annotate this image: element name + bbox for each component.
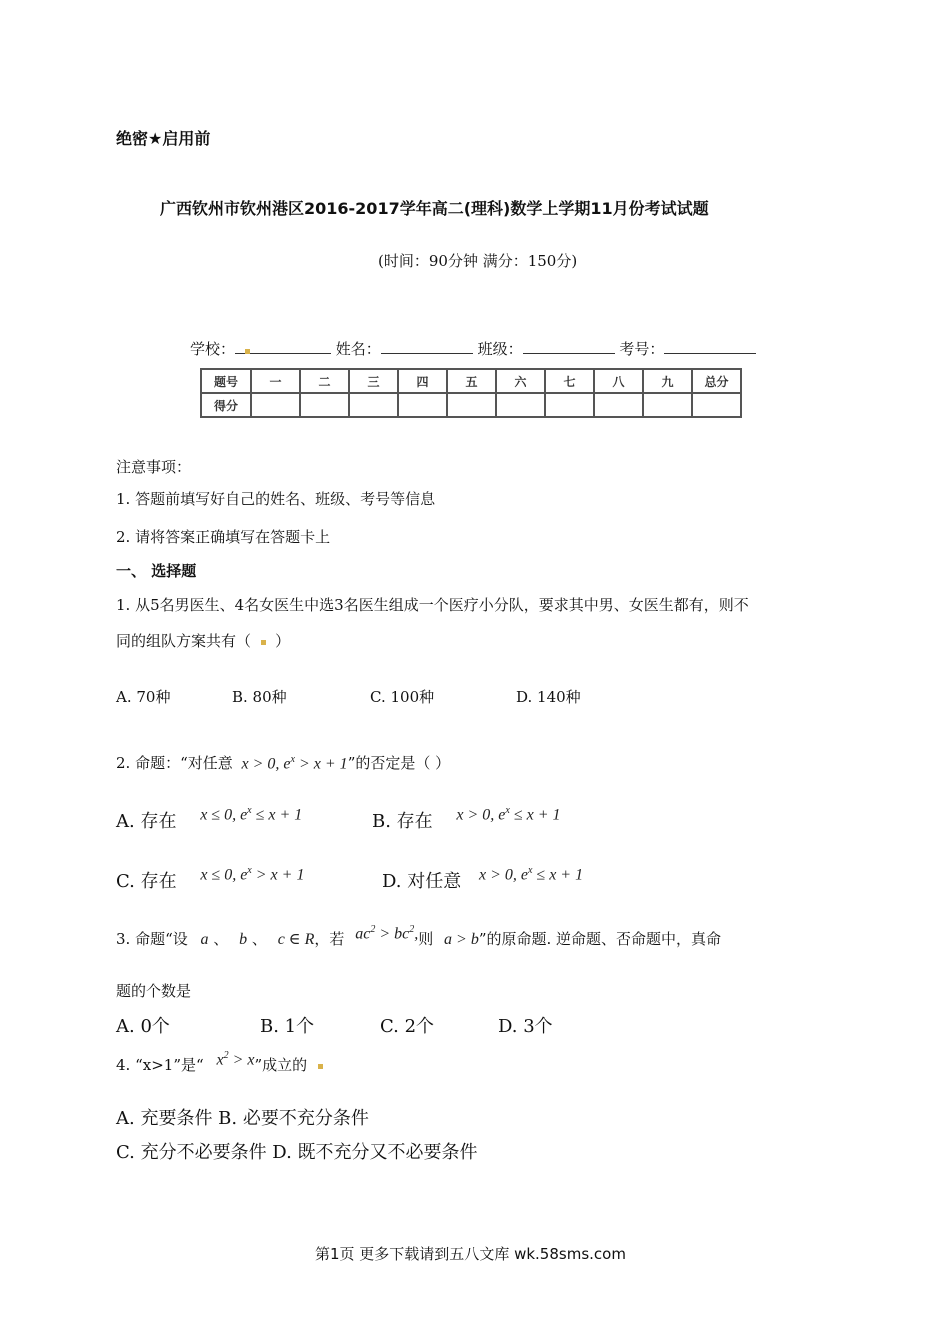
option-formula: x ≤ 0, $e^x > x + 1$ [200,864,305,883]
q3-formula: $ac^2 > bc^2$, [355,923,419,942]
q1-option-c[interactable]: C. 100种 [370,688,435,706]
name-label: 姓名： [335,340,381,358]
option-label: C. 存在 [116,871,177,892]
score-cell[interactable] [692,393,741,417]
q1-option-b[interactable]: B. 80种 [232,688,287,706]
q3-sep: 、 [213,930,229,948]
score-row [201,393,741,417]
page-footer: 第1页 更多下载请到五八文库 wk.58sms.com [315,1245,626,1263]
q2-option-b[interactable] [372,804,561,833]
q1-text: 同的组队方案共有（ [116,632,252,650]
col-header: 二 [300,369,349,393]
q2-option-a[interactable] [116,804,303,833]
score-cell[interactable] [398,393,447,417]
score-cell[interactable] [594,393,643,417]
q3-text: ，若 [314,930,345,948]
mark-dot [261,640,266,645]
q2-stem [116,752,450,773]
col-header: 五 [447,369,496,393]
score-table [200,368,742,418]
q1-option-d[interactable]: D. 140种 [516,688,581,706]
q3-sep: 、 [251,930,267,948]
exam-info: (时间：90分钟 满分：150分) [378,252,578,270]
q2-suffix: ”的否定是（ ） [347,754,451,772]
q3-text: ”的原命题. 逆命题、否命题中，真命 [478,930,722,948]
name-field[interactable] [381,339,473,354]
q3-text: 则 [418,930,434,948]
option-label: A. 存在 [116,811,177,832]
col-header: 九 [643,369,692,393]
q4-options-line1[interactable]: A. 充要条件 B. 必要不充分条件 [116,1108,369,1129]
school-label: 学校： [190,340,236,358]
note-item: 2. 请将答案正确填写在答题卡上 [116,528,331,546]
q3-option-c[interactable]: C. 2个 [380,1016,435,1037]
option-label: B. 存在 [372,811,433,832]
option-label: D. 对任意 [382,871,462,892]
q4-text: ”成立的 [254,1056,308,1074]
mark-dot [318,1064,323,1069]
q1-option-a[interactable]: A. 70种 [116,688,171,706]
col-header: 八 [594,369,643,393]
option-formula: x > 0, $e^x \le x + 1$ [478,864,584,883]
var-b: b [239,931,248,948]
score-header-row [201,369,741,393]
q2-prefix: 2. 命题：“对任意 [116,754,233,772]
q1-text-end: ） [275,632,291,650]
var-a: a [200,931,209,948]
q2-option-d[interactable] [382,864,584,893]
col-header: 一 [251,369,300,393]
q4-text: 4. “x>1”是“ [116,1056,204,1074]
col-header: 六 [496,369,545,393]
note-item: 1. 答题前填写好自己的姓名、班级、考号等信息 [116,490,436,508]
q1-line2 [116,630,290,651]
mark-dot [245,349,250,354]
notes-heading: 注意事项： [116,458,192,476]
option-formula: x > 0, $e^x \le x + 1$ [456,804,561,823]
q3-option-d[interactable]: D. 3个 [498,1016,553,1037]
number-field[interactable] [664,339,756,354]
q3-line2: 题的个数是 [116,982,192,1000]
page-title: 广西钦州市钦州港区2016-2017学年高二(理科)数学上学期11月份考试试题 [160,199,709,218]
option-formula: x ≤ 0, $e^x \le x + 1$ [200,804,303,823]
score-cell[interactable] [496,393,545,417]
q1-line1: 1. 从5名男医生、4名女医生中选3名医生组成一个医疗小分队，要求其中男、女医生都有，则不 [116,596,749,614]
q4-options-line2[interactable]: C. 充分不必要条件 D. 既不充分又不必要条件 [116,1142,478,1163]
col-header: 总分 [692,369,741,393]
score-cell[interactable] [251,393,300,417]
col-header: 三 [349,369,398,393]
score-cell[interactable] [300,393,349,417]
q3-option-b[interactable]: B. 1个 [260,1016,315,1037]
q2-option-c[interactable] [116,864,305,893]
row-label: 得分 [201,393,251,417]
row-label: 题号 [201,369,251,393]
q3-stem [116,923,722,949]
number-label: 考号： [619,340,665,358]
class-label: 班级： [477,340,523,358]
secret-label: 绝密★启用前 [116,129,211,148]
var-c: c ∈ R [277,931,315,948]
score-cell[interactable] [643,393,692,417]
q3-option-a[interactable]: A. 0个 [116,1016,170,1037]
score-cell[interactable] [447,393,496,417]
info-fields [190,338,756,359]
class-field[interactable] [523,339,615,354]
q4-stem [116,1049,323,1075]
col-header: 四 [398,369,447,393]
score-cell[interactable] [545,393,594,417]
q3-text: 3. 命题“设 [116,930,188,948]
section-heading: 一、 选择题 [116,562,197,580]
q3-formula-2: a > b [444,931,479,948]
q4-formula: $x^2 > x$ [216,1049,255,1068]
q2-formula: x > 0, $e^x > x + 1$ [241,753,348,772]
score-cell[interactable] [349,393,398,417]
school-field[interactable] [235,339,331,354]
col-header: 七 [545,369,594,393]
